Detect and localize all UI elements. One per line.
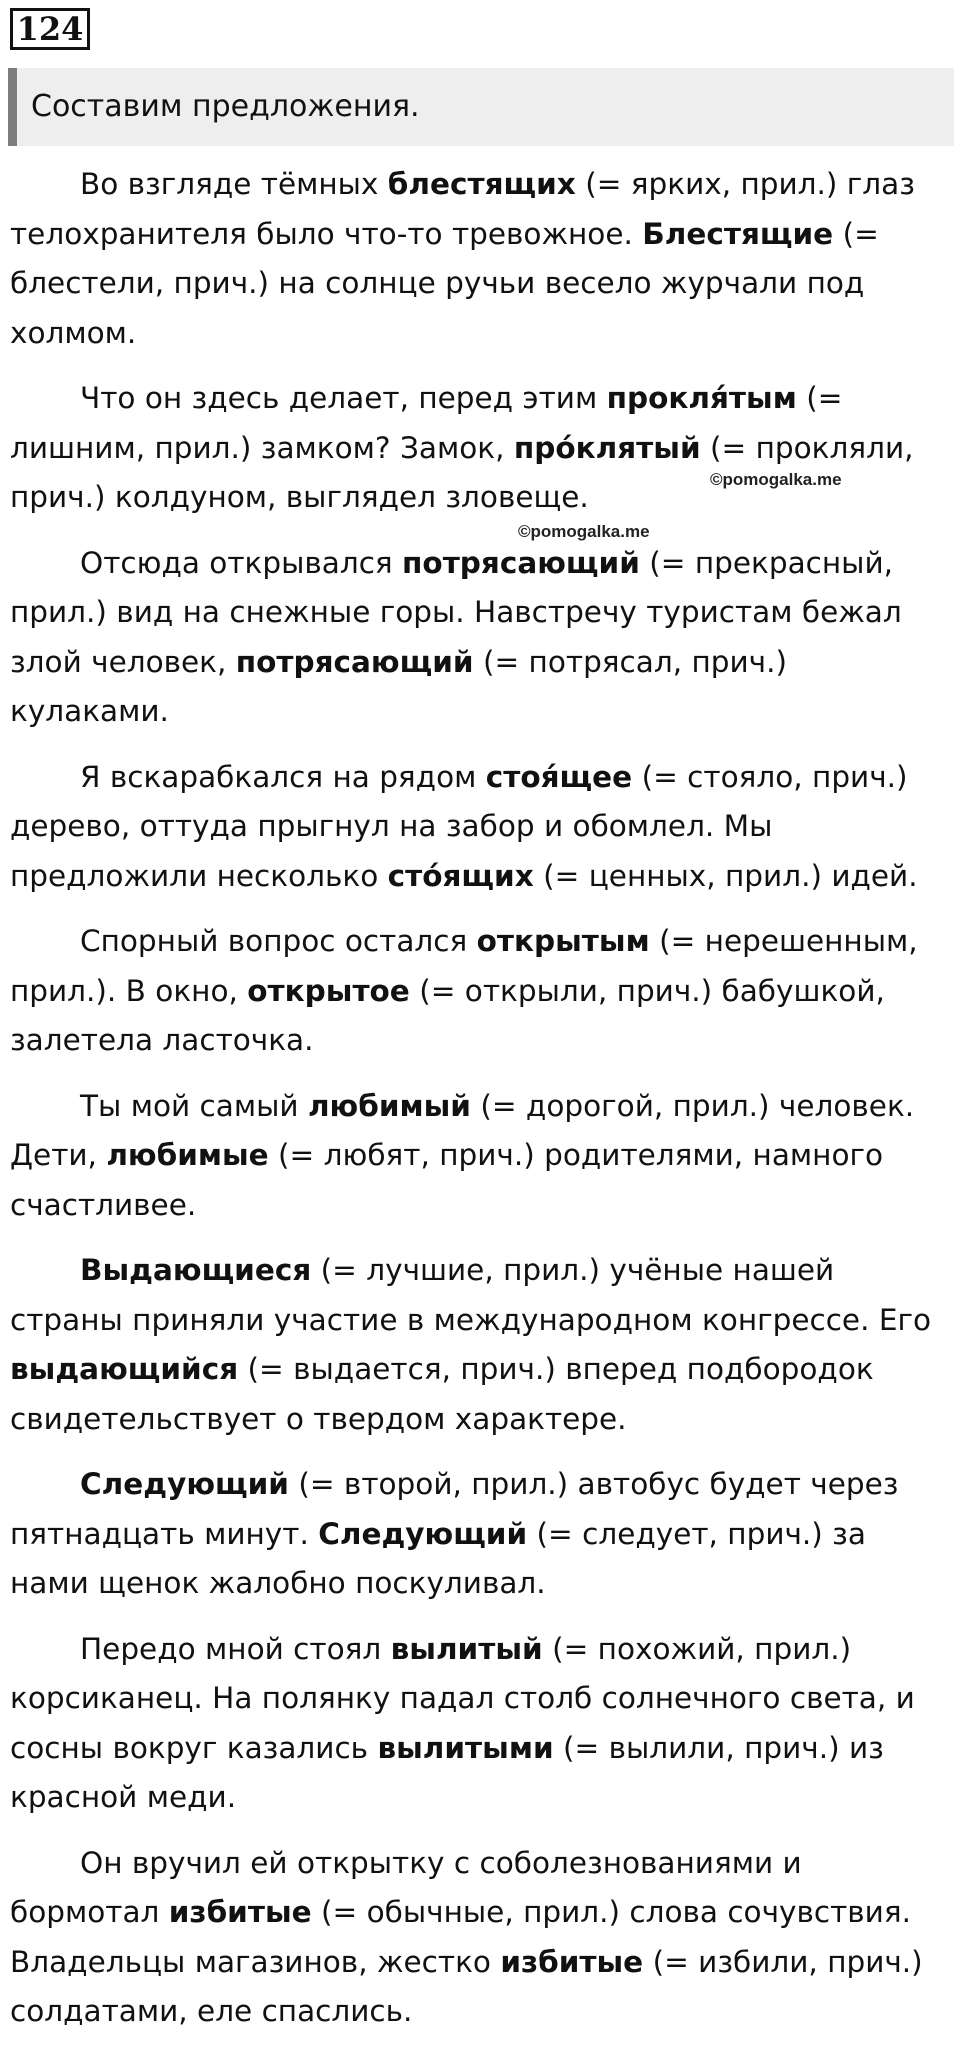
sentence-paragraph: [10, 1625, 954, 1823]
target-word: потрясающий: [402, 545, 640, 580]
text-segment: (= потрясал, прич.) кулаками.: [10, 644, 787, 728]
text-segment: (= похожий, прил.) корсиканец. На полянку падал столб солнечного света, и сосны вокруг казались: [10, 1631, 915, 1765]
target-word: блестящих: [387, 167, 576, 201]
text-segment: (= нерешенным, прил.). В окно,: [10, 924, 918, 1008]
target-word: Блестящие: [642, 216, 834, 251]
text-segment: (= ценных, прил.) идей.: [533, 858, 918, 893]
target-word: вылитый: [390, 1631, 543, 1666]
target-word: открытое: [247, 973, 410, 1008]
target-word: избитые: [500, 1944, 644, 1979]
sentence-paragraph: [10, 1246, 954, 1444]
text-segment: Что он здесь делает, перед этим: [80, 381, 607, 415]
text-segment: Отсюда открывался: [80, 545, 403, 580]
text-segment: Передо мной стоял: [80, 1631, 391, 1666]
target-word: Следующий: [80, 1467, 289, 1501]
target-word: стоя́щее: [485, 759, 633, 794]
text-segment: (= стояло, прич.) дерево, оттуда прыгнул на забор и обомлел. Мы предложили несколько: [10, 759, 908, 893]
text-segment: (= блестели, прич.) на солнце ручьи весело журчали под холмом.: [10, 216, 879, 350]
sentence-paragraph: [10, 1460, 954, 1609]
sentence-paragraph: [10, 374, 954, 523]
text-segment: (= прекрасный, прил.) вид на снежные горы. Навстречу туристам бежал злой человек,: [10, 545, 902, 679]
sentence-paragraph: [10, 753, 954, 902]
target-word: Следующий: [318, 1516, 528, 1551]
text-segment: (= лучшие, прил.) учёные нашей страны приняли участие в международном конгрессе. Его: [10, 1253, 932, 1337]
sentence-paragraph: [10, 1839, 954, 2037]
target-word: про́клятый: [513, 430, 701, 465]
target-word: открытым: [476, 924, 650, 958]
text-segment: (= открыли, прич.) бабушкой, залетела ласточка.: [10, 973, 885, 1057]
text-segment: (= ярких, прил.) глаз телохранителя было что-то тревожное.: [10, 167, 915, 251]
text-segment: Во взгляде тёмных: [80, 167, 388, 201]
text-segment: (= вылили, прич.) из красной меди.: [10, 1730, 884, 1814]
target-word: любимые: [106, 1138, 269, 1172]
target-word: потрясающий: [235, 644, 474, 679]
text-segment: (= прокляли, прич.) колдуном, выглядел зловеще.: [10, 430, 914, 514]
target-word: выдающийся: [10, 1352, 239, 1386]
sentence-paragraph: [10, 917, 954, 1066]
task-instruction: Составим предложения.: [8, 68, 954, 146]
text-segment: (= обычные, прил.) слова сочувствия. Владельцы магазинов, жестко: [10, 1895, 911, 1979]
text-segment: Ты мой самый: [80, 1088, 308, 1123]
answer-text: [10, 160, 954, 2053]
text-segment: (= следует, прич.) за нами щенок жалобно поскуливал.: [10, 1516, 866, 1600]
target-word: вылитыми: [377, 1730, 554, 1765]
text-segment: Я вскарабкался на рядом: [80, 759, 486, 794]
text-segment: (= избили, прич.) солдатами, еле спаслись.: [10, 1944, 923, 2028]
sentence-paragraph: [10, 539, 954, 737]
text-segment: (= дорогой, прил.) человек. Дети,: [10, 1088, 915, 1172]
target-word: прокля́тым: [606, 381, 797, 415]
task-number: 124: [10, 8, 90, 50]
watermark: ©pomogalka.me: [710, 470, 842, 489]
target-word: Выдающиеся: [80, 1253, 312, 1287]
target-word: любимый: [307, 1088, 471, 1123]
text-segment: Он вручил ей открытку с соболезнованиями и бормотал: [10, 1845, 802, 1929]
text-segment: (= выдается, прич.) вперед подбородок свидетельствует о твердом характере.: [10, 1352, 874, 1436]
sentence-paragraph: [10, 1082, 954, 1231]
target-word: сто́ящих: [387, 858, 534, 893]
sentence-paragraph: [10, 160, 954, 358]
target-word: избитые: [168, 1895, 312, 1929]
text-segment: (= любят, прич.) родителями, намного счастливее.: [10, 1138, 884, 1222]
text-segment: Спорный вопрос остался: [80, 924, 477, 958]
text-segment: (= второй, прил.) автобус будет через пятнадцать минут.: [10, 1467, 899, 1551]
text-segment: (= лишним, прил.) замком? Замок,: [10, 381, 843, 465]
watermark: ©pomogalka.me: [518, 522, 650, 541]
